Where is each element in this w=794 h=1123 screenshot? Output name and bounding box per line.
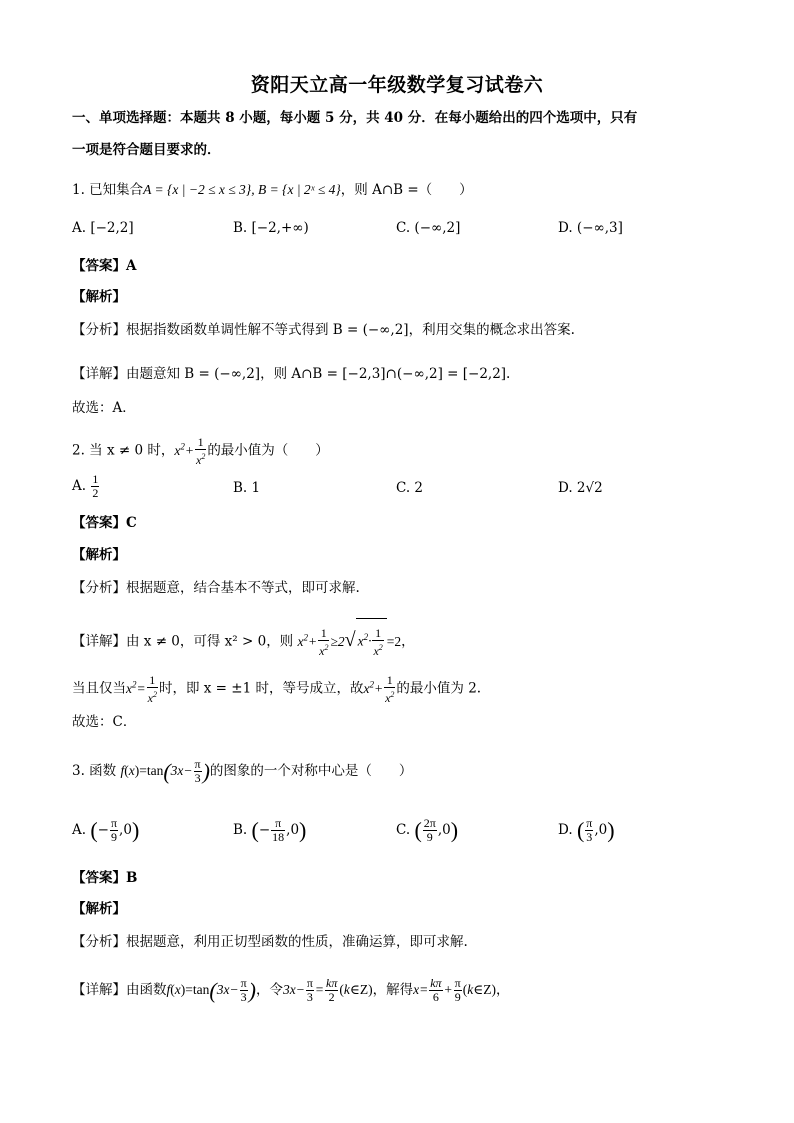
q1-fenxi: 【分析】根据指数函数单调性解不等式得到 B = (−∞,2]，利用交集的概念求出答案. bbox=[72, 322, 575, 338]
q3-stem-prefix: 3. 函数 bbox=[72, 763, 117, 779]
q1-conclusion: 故选：A． bbox=[72, 400, 136, 416]
q1-option-c: C. (−∞,2] bbox=[396, 220, 461, 236]
q2-answer: 【答案】C bbox=[72, 515, 137, 531]
q2-stem-suffix: 的最小值为（ ） bbox=[207, 442, 329, 459]
q2-line2-mid: 时，即 x = ±1 时，等号成立，故 bbox=[158, 680, 364, 697]
q3-fenxi: 【分析】根据题意，利用正切型函数的性质，准确运算，即可求解. bbox=[72, 934, 468, 950]
q2-stem-expr: $x^2+$ $\frac{1}{x^2}$ bbox=[174, 434, 206, 467]
q2-xiangjie bbox=[72, 618, 724, 660]
q3-xiangjie-eq: 3x− $\frac{\pi}{3}$ = $\frac{k\pi}{2}$ (k∈Z) bbox=[282, 976, 373, 1005]
q3-xiangjie-suffix: ， bbox=[495, 982, 510, 998]
q3-xiangjie bbox=[72, 972, 724, 1009]
q1-stem-math: A = {x | −2 ≤ x ≤ 3}, B = {x | 2ˣ ≤ 4} bbox=[143, 182, 341, 197]
q1-option-d: D. (−∞,3] bbox=[558, 220, 623, 236]
q2-stem-prefix: 2. 当 x ≠ 0 时， bbox=[72, 442, 175, 459]
q3-xiangjie-func: f(x)=tan(3x− $\frac{\pi}{3}$ ) bbox=[166, 976, 256, 1005]
q3-stem-suffix: 的图象的一个对称中心是（ ） bbox=[209, 763, 413, 779]
q3-option-a: A. (− $\frac{\pi}{9}$ ,0) bbox=[72, 816, 140, 844]
question-3-stem bbox=[72, 753, 724, 790]
q3-answer: 【答案】B bbox=[72, 870, 138, 886]
page-title: 资阳天立高一年级数学复习试卷六 bbox=[250, 74, 544, 96]
q2-option-b: B. 1 bbox=[233, 480, 261, 496]
q3-xiangjie-mid: ，令 bbox=[255, 982, 283, 998]
q2-option-c: C. 2 bbox=[396, 480, 424, 496]
q2-xiangjie-inequality: $x^2+$ $\frac{1}{x^2}$ ≥2√ $x^2\cdot$ $\frac{1}{x^2}$ =2 bbox=[297, 634, 401, 649]
q3-option-d: D. ( $\frac{\pi}{3}$ ,0) bbox=[558, 816, 615, 844]
q1-stem-prefix: 1. 已知集合 bbox=[72, 182, 144, 198]
q1-option-b: B. [−2,+∞) bbox=[233, 220, 309, 236]
q3-option-b: B. (− $\frac{\pi}{18}$ ,0) bbox=[233, 816, 307, 844]
q2-line2-suffix: 的最小值为 2. bbox=[396, 680, 482, 697]
q1-analysis-label: 【解析】 bbox=[72, 289, 126, 305]
q2-line2-prefix: 当且仅当 bbox=[72, 680, 126, 697]
q1-stem-suffix: ，则 A∩B =（ ） bbox=[340, 182, 473, 198]
q2-equality-condition: $x^2=$ $\frac{1}{x^2}$ bbox=[126, 672, 157, 705]
q1-answer: 【答案】A bbox=[72, 258, 137, 274]
q2-analysis-label: 【解析】 bbox=[72, 547, 126, 563]
section-heading-line1: 一、单项选择题：本题共 8 小题，每小题 5 分，共 40 分．在每小题给出的四个选项中，只有 bbox=[72, 110, 638, 126]
q3-xiangjie-solution: x= $\frac{k\pi}{6}$ + $\frac{\pi}{9}$ (k∈Z) bbox=[413, 976, 496, 1005]
q3-xiangjie-prefix: 【详解】由函数 bbox=[72, 982, 167, 998]
q2-line2-expr: $x^2+$ $\frac{1}{x^2}$ bbox=[363, 672, 395, 705]
q1-xiangjie: 【详解】由题意知 B = (−∞,2]，则 A∩B = [−2,3]∩(−∞,2] = [−2,2]. bbox=[72, 366, 511, 382]
q3-xiangjie-mid2: ，解得 bbox=[372, 982, 414, 998]
section-heading-line2: 一项是符合题目要求的． bbox=[72, 142, 221, 158]
q3-analysis-label: 【解析】 bbox=[72, 901, 126, 917]
q2-option-a: A. $\frac{1}{2}$ bbox=[72, 472, 99, 500]
q2-option-d: D. 2√2 bbox=[558, 480, 603, 496]
question-2-stem bbox=[72, 430, 724, 467]
q1-option-a: A. [−2,2] bbox=[72, 220, 134, 236]
q2-xiangjie-prefix: 【详解】由 x ≠ 0，可得 x² > 0，则 bbox=[72, 633, 294, 650]
q3-function-expr: f(x)=tan(3x− $\frac{\pi}{3}$ ) bbox=[120, 757, 210, 786]
q2-conclusion: 故选：C． bbox=[72, 714, 137, 730]
q2-fenxi: 【分析】根据题意，结合基本不等式，即可求解. bbox=[72, 580, 360, 596]
q2-equality-line bbox=[72, 668, 724, 705]
q2-xiangjie-suffix: ， bbox=[401, 633, 415, 650]
q3-option-c: C. ( $\frac{2\pi}{9}$ ,0) bbox=[396, 816, 459, 844]
question-1-stem bbox=[72, 180, 724, 200]
